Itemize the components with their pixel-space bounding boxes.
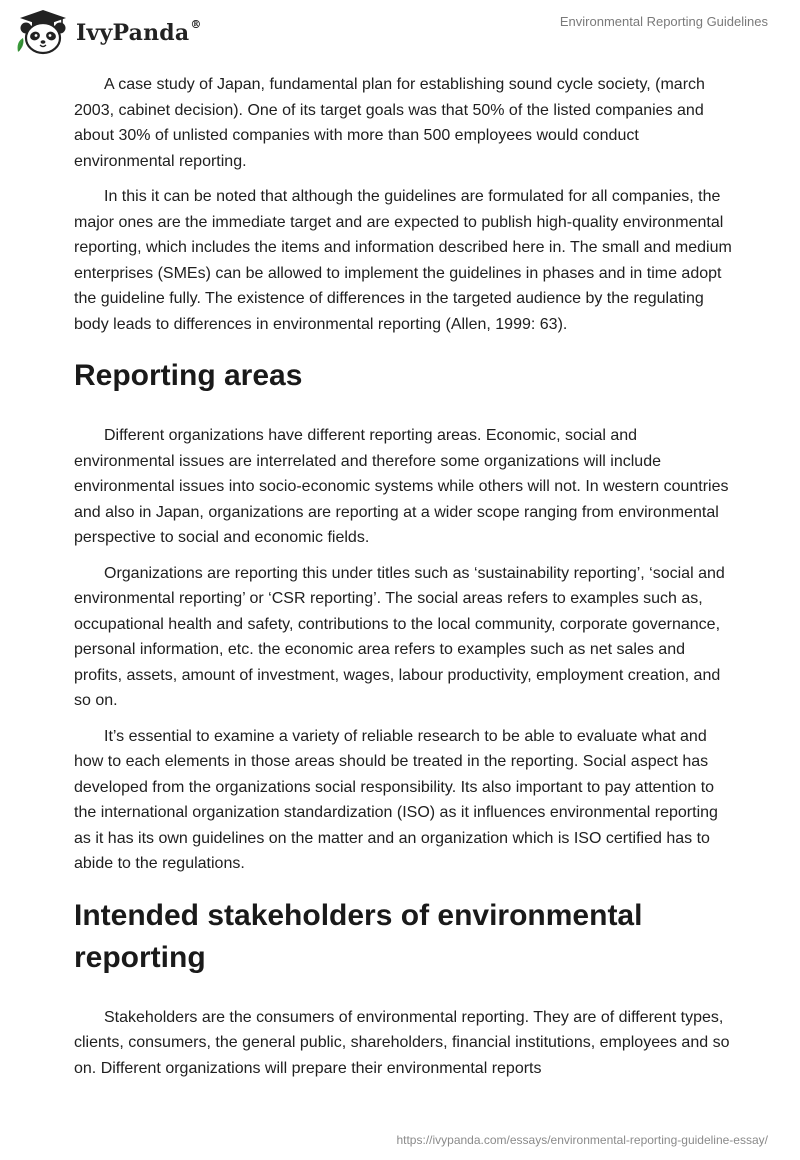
ivypanda-logo[interactable] <box>14 8 202 56</box>
source-url[interactable]: https://ivypanda.com/essays/environmental-reporting-guideline-essay/ <box>396 1133 768 1147</box>
paragraph: Different organizations have different reporting areas. Economic, social and environmental issues are interrelated and therefore some organizations will include environmental issues into socio-economic systems while others will not. In western countries and also in Japan, organizations are reporting at a wider scope ranging from environmental perspective to social and economic fields. <box>74 427 729 546</box>
brand-name <box>76 17 202 46</box>
essay-content <box>74 72 736 1091</box>
panda-graduate-icon <box>14 8 72 56</box>
paragraph: Organizations are reporting this under titles such as ‘sustainability reporting’, ‘social and environmental reporting’ or ‘CSR reporting’. The social areas refers to examples such as, occupational health and safety, contributions to the local community, corporate governance, personal information, etc. the economic area refers to examples such as net sales and profits, assets, amount of investment, wages, labour productivity, employment creation, and so on. <box>74 564 725 709</box>
document-title: Environmental Reporting Guidelines <box>559 14 768 29</box>
paragraph: Stakeholders are the consumers of environmental reporting. They are of different types, clients, consumers, the general public, shareholders, financial institutions, employees and so on. Different organizations will prepare their environmental reports <box>74 1008 730 1077</box>
brand-text: IvyPanda <box>76 20 190 46</box>
paragraph: In this it can be noted that although the guidelines are formulated for all companies, the major ones are the immediate target and are expected to publish high-quality environmental reporting, which includes the items and information described here in. The small and medium enterprises (SMEs) can be allowed to implement the guidelines in phases and in time adopt the guideline fully. The existence of differences in the targeted audience by the regulating body leads to differences in environmental reporting (Allen, 1999: 63). <box>74 188 732 333</box>
page-header <box>0 0 800 60</box>
paragraph: A case study of Japan, fundamental plan for establishing sound cycle society, (march 2003, cabinet decision). One of its target goals was that 50% of the listed companies and about 30% of unlisted companies with more than 500 employees would conduct environmental reporting. <box>74 76 705 170</box>
section-heading-reporting-areas: Reporting areas <box>74 359 303 392</box>
paragraph: It’s essential to examine a variety of reliable research to be able to evaluate what and how to each elements in those areas should be treated in the reporting. Social aspect has developed from the organizations social responsibility. Its also important to pay attention to the international organization standardization (ISO) as it influences environmental reporting as it has its own guidelines on the matter and an organization which is ISO certified has to abide to the regulations. <box>74 727 718 872</box>
section-heading-stakeholders: Intended stakeholders of environmental reporting <box>74 898 643 974</box>
registered-mark: ® <box>190 17 202 31</box>
